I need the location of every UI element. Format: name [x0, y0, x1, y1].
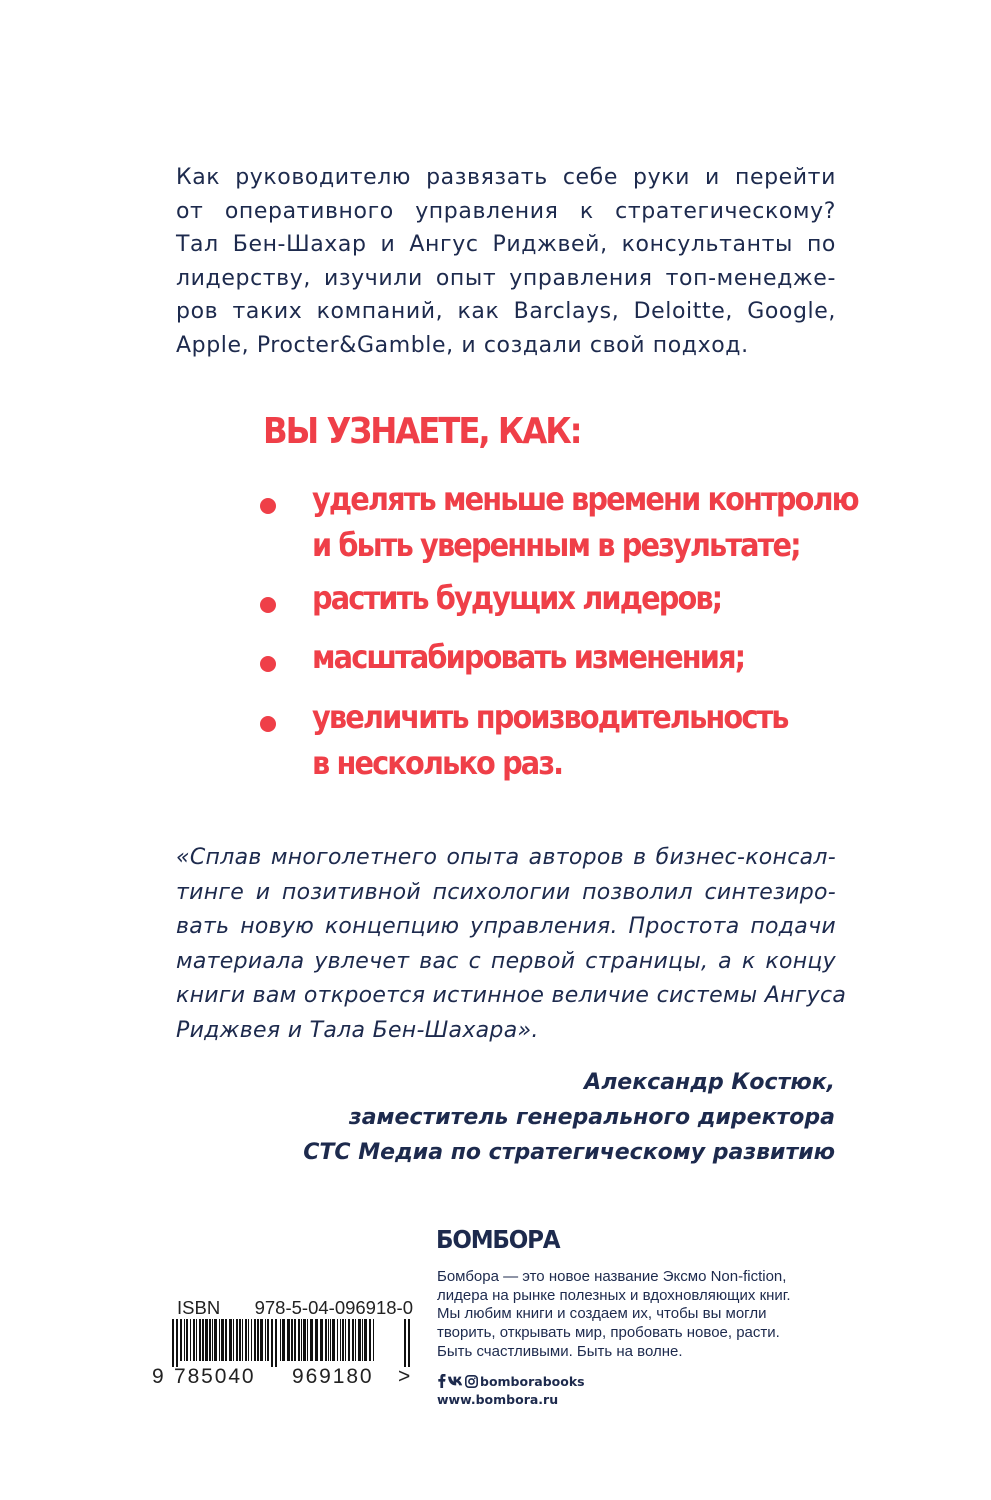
- barcode-bar: [275, 1319, 277, 1367]
- barcode-bar: [362, 1319, 363, 1361]
- social-links: [437, 1371, 585, 1391]
- barcode-bar: [221, 1319, 224, 1361]
- bullet-dot-icon: [260, 597, 276, 613]
- barcode-bar: [303, 1319, 306, 1361]
- barcode-bar: [355, 1319, 356, 1361]
- learn-item-line: увеличить производительность: [312, 698, 788, 736]
- barcode-marker: >: [398, 1365, 411, 1388]
- quote-attribution: [303, 1065, 835, 1170]
- learn-item-line: и быть уверенным в результате;: [312, 526, 800, 564]
- barcode-bar: [219, 1319, 220, 1361]
- publisher-description: [437, 1268, 791, 1362]
- barcode-bar: [205, 1319, 208, 1361]
- learn-item-text: [312, 634, 744, 680]
- publisher-description-line: творить, открывать мир, пробовать новое, расти.: [437, 1324, 780, 1342]
- barcode-bar: [340, 1319, 341, 1361]
- intro-line: ров таких компаний, как Barclays, Deloitte, Google,: [176, 299, 836, 325]
- barcode-bar: [364, 1319, 367, 1361]
- barcode-bar: [291, 1319, 293, 1361]
- publisher-description-line: лидера на рынке полезных и вдохновляющих книг.: [437, 1286, 791, 1304]
- barcode-bar: [233, 1319, 234, 1361]
- quote-line: вать новую концепцию управления. Простота подачи: [176, 914, 836, 940]
- intro-line: Apple, Procter&Gamble, и создали свой подход.: [176, 332, 749, 358]
- barcode-bar: [260, 1319, 263, 1361]
- barcode-bar: [180, 1319, 182, 1361]
- barcode-bar: [330, 1319, 331, 1361]
- review-quote: [176, 841, 847, 1049]
- barcode-bar: [196, 1319, 197, 1361]
- social-handle[interactable]: bomborabooks: [480, 1373, 585, 1389]
- quote-line: материала увлечет вас с первой страницы, а к концу: [176, 948, 836, 974]
- barcode-bar: [310, 1319, 313, 1361]
- barcode-bar: [236, 1319, 238, 1361]
- barcode-bar: [315, 1319, 318, 1361]
- barcode-bar: [199, 1319, 201, 1361]
- barcode-bar: [267, 1319, 269, 1361]
- barcode-bar: [298, 1319, 300, 1361]
- barcode-bar: [404, 1319, 406, 1367]
- barcode-bar: [257, 1319, 259, 1361]
- quote-line: Риджвея и Тала Бен-Шахара».: [176, 1017, 539, 1043]
- barcode-bar: [209, 1319, 211, 1361]
- barcode-bar: [352, 1319, 354, 1361]
- barcode-bar: [287, 1319, 290, 1361]
- publisher-description-line: Быть счастливыми. Быть на волне.: [437, 1342, 683, 1360]
- barcode-digits-right: 969180: [292, 1365, 374, 1388]
- barcode-bar: [271, 1319, 273, 1367]
- barcode-bar: [251, 1319, 252, 1361]
- quote-line: тинге и позитивной психологии позволил синтезиро-: [176, 879, 836, 905]
- attribution-role: СТС Медиа по стратегическому развитию: [303, 1140, 835, 1165]
- intro-line: от оперативного управления к стратегическому?: [176, 198, 836, 224]
- intro-line: лидерству, изучили опыт управления топ-менедже-: [176, 265, 836, 291]
- barcode-bar: [212, 1319, 213, 1361]
- vk-icon[interactable]: [448, 1376, 463, 1386]
- publisher-name: БОМБОРА: [436, 1225, 560, 1254]
- instagram-icon[interactable]: [465, 1375, 478, 1388]
- barcode-bar: [328, 1319, 329, 1361]
- barcode-bar: [229, 1319, 232, 1361]
- bullet-dot-icon: [260, 498, 276, 514]
- barcode-bar: [280, 1319, 281, 1361]
- intro-paragraph: [176, 161, 836, 363]
- barcode-bar: [242, 1319, 243, 1361]
- barcode-bar: [176, 1319, 178, 1367]
- barcode-bar: [193, 1319, 195, 1361]
- publisher-description-line: Бомбора — это новое название Эксмо Non-fiction,: [437, 1268, 787, 1285]
- barcode-bar: [408, 1319, 410, 1367]
- barcode-bar: [225, 1319, 227, 1361]
- isbn-label: ISBN 978-5-04-096918-0: [177, 1297, 413, 1318]
- barcode-bar: [172, 1319, 174, 1367]
- bullet-dot-icon: [260, 656, 276, 672]
- learn-item-line: уделять меньше времени контролю: [312, 480, 858, 518]
- barcode-bar: [369, 1319, 371, 1361]
- barcode-bar: [190, 1319, 191, 1361]
- learn-item-text: [312, 694, 788, 786]
- barcode-bar: [373, 1319, 374, 1361]
- barcode-bar: [342, 1319, 344, 1361]
- publisher-description-line: Мы любим книги и создаем их, чтобы вы могли: [437, 1305, 767, 1323]
- barcode-bar: [358, 1319, 361, 1361]
- barcode-bar: [345, 1319, 346, 1361]
- barcode-bar: [332, 1319, 335, 1361]
- bullet-dot-icon: [260, 716, 276, 732]
- isbn-barcode: [150, 1319, 412, 1367]
- intro-line: Как руководителю развязать себе руки и перейти: [176, 165, 836, 190]
- barcode-bar: [184, 1319, 185, 1361]
- barcode-bar: [320, 1319, 323, 1361]
- barcode-bar: [301, 1319, 302, 1361]
- quote-line: книги вам откроется истинное величие системы Ангуса: [176, 983, 847, 1009]
- attribution-role: заместитель генерального директора: [348, 1105, 835, 1130]
- barcode-bar: [214, 1319, 217, 1361]
- learn-item-line: в несколько раз.: [312, 744, 563, 782]
- facebook-icon[interactable]: [437, 1374, 446, 1388]
- quote-line: «Сплав многолетнего опыта авторов в бизнес-консал-: [176, 845, 836, 870]
- barcode-bar: [202, 1319, 204, 1361]
- barcode-bar: [282, 1319, 285, 1361]
- barcode-bar: [254, 1319, 256, 1361]
- barcode-digits-left: 785040: [174, 1365, 256, 1388]
- learn-item-line: растить будущих лидеров;: [312, 579, 722, 617]
- learn-item-line: масштабировать изменения;: [312, 638, 745, 676]
- learn-item-text: [312, 575, 721, 621]
- learn-item-text: [312, 476, 858, 568]
- intro-line: Тал Бен-Шахар и Ангус Риджвей, консультанты по: [176, 232, 836, 258]
- publisher-website[interactable]: www.bombora.ru: [437, 1392, 559, 1407]
- barcode-bar: [337, 1319, 338, 1361]
- attribution-name: Александр Костюк,: [584, 1070, 835, 1095]
- barcode-bar: [248, 1319, 249, 1361]
- barcode-bar: [186, 1319, 188, 1361]
- barcode-digit-first: 9: [152, 1365, 164, 1388]
- barcode-bar: [294, 1319, 296, 1361]
- barcode-bar: [348, 1319, 350, 1361]
- barcode-bar: [265, 1319, 266, 1361]
- learn-heading: ВЫ УЗНАЕТЕ, КАК:: [263, 411, 581, 452]
- barcode-bar: [307, 1319, 308, 1361]
- barcode-bar: [245, 1319, 247, 1361]
- barcode-bar: [325, 1319, 327, 1361]
- barcode-bar: [239, 1319, 241, 1361]
